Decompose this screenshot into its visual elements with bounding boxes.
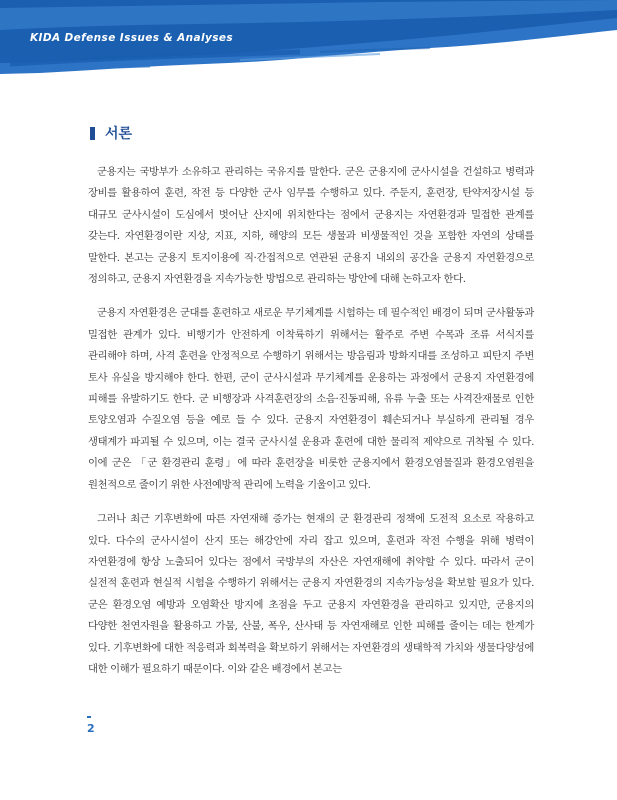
section-title: 서론 [105,126,133,142]
section-heading [90,123,132,143]
body-text [88,162,534,693]
heading-bullet-icon [90,127,95,140]
paragraph: 그러나 최근 기후변화에 따른 자연재해 증가는 현재의 군 환경관리 정책에 도전적 요소로 작용하고 있다. 다수의 군사시설이 산지 또는 해강안에 자리 잡고 있으며, 훈련과 작전 수행을 위해 병력이 자연환경에 항상 노출되어 있다는 점에서 국방부의 자산은 자연재해에 취약할 수 있다. 따라서 군이 실전적 훈련과 현실적 시험을 수행하기 위해서는 군용지 자연환경의 지속가능성을 확보할 필요가 있다. 군은 환경오염 예방과 오염확산 방지에 초점을 두고 군용지 자연환경을 관리하고 있지만, 군용지의 다양한 천연자원을 활용하고 가뭄, 산불, 폭우, 산사태 등 자연재해로 인한 피해를 줄이는 데는 한계가 있다. 기후변화에 대한 적응력과 회복력을 확보하기 위해서는 자연환경의 생태학적 가치와 생물다양성에 대한 이해가 필요하기 때문이다. 이와 같은 배경에서 본고는 [88,513,534,675]
header-title: KIDA Defense Issues & Analyses [30,32,234,44]
page-header [0,0,617,80]
paragraph: 군용지 자연환경은 군대를 훈련하고 새로운 무기체계를 시험하는 데 필수적인 배경이 되며 군사활동과 밀접한 관계가 있다. 비행기가 안전하게 이착륙하기 위해서는 활주로 주변 수목과 조류 서식지를 관리해야 하며, 사격 훈련을 안정적으로 수행하기 위해서는 방음림과 방화지대를 조성하고 피탄지 주변 토사 유실을 방지해야 한다. 한편, 군이 군사시설과 무기체계를 운용하는 과정에서 군용지 자연환경에 피해를 유발하기도 한다. 군 비행장과 사격훈련장의 소음·진동피해, 유류 누출 또는 사격잔재물로 인한 토양오염과 수질오염 등을 예로 들 수 있다. 군용지 자연환경이 훼손되거나 부실하게 관리될 경우 생태계가 파괴될 수 있으며, 이는 결국 군사시설 운용과 훈련에 대한 물리적 제약으로 귀착될 수 있다. 이에 군은 「군 환경관리 훈령」에 따라 훈련장을 비롯한 군용지에서 환경오염물질과 환경오염원을 원천적으로 줄이기 위한 사전예방적 관리에 노력을 기울이고 있다. [88,307,534,491]
page-number-dash [87,716,91,718]
paragraph: 군용지는 국방부가 소유하고 관리하는 국유지를 말한다. 군은 군용지에 군사시설을 건설하고 병력과 장비를 활용하여 훈련, 작전 등 다양한 군사 임무를 수행하고 있다. 주둔지, 훈련장, 탄약저장시설 등 대규모 군사시설이 도심에서 벗어난 산지에 위치한다는 점에서 군용지는 자연환경과 밀접한 관계를 갖는다. 자연환경이란 지상, 지표, 지하, 해양의 모든 생물과 비생물적인 것을 포함한 자연의 상태를 말한다. 본고는 군용지 토지이용에 직·간접적으로 연관된 군용지 내외의 공간을 군용지 자연환경으로 정의하고, 군용지 자연환경을 지속가능한 방법으로 관리하는 방안에 대해 논하고자 한다. [88,166,534,286]
page-number: 2 [87,722,95,735]
